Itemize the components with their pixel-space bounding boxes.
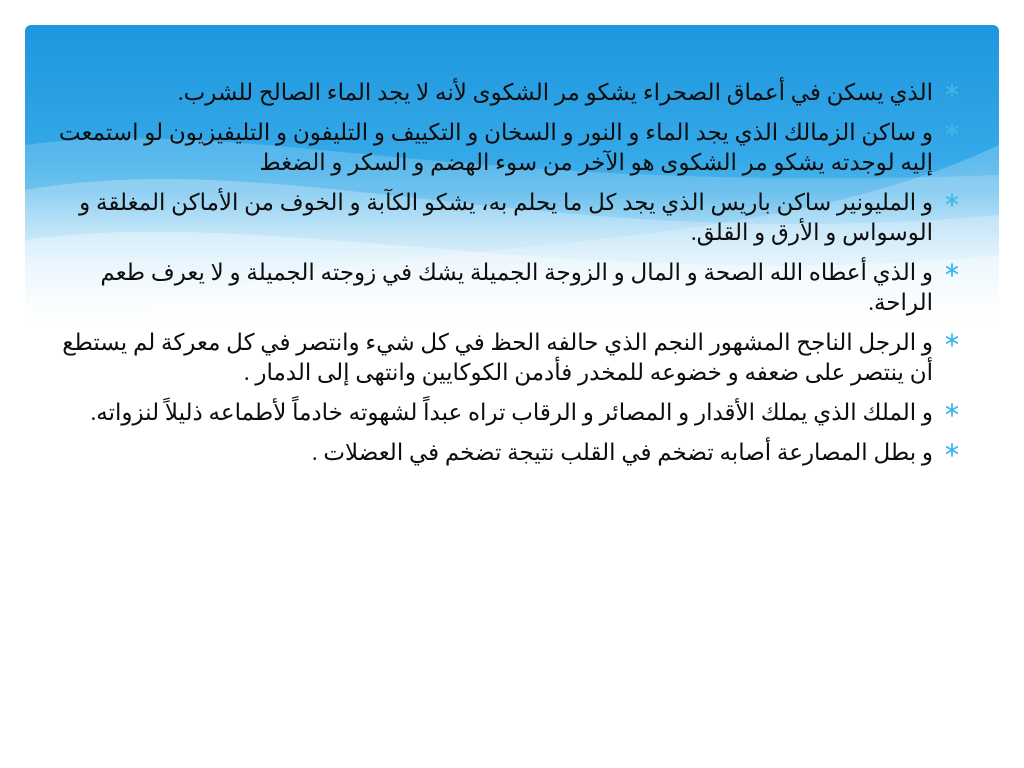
asterisk-icon	[945, 123, 959, 137]
bullet-item	[40, 438, 965, 468]
asterisk-icon	[945, 193, 959, 207]
bullet-item	[40, 398, 965, 428]
bullet-text: و المليونير ساكن باريس الذي يجد كل ما يحلم به، يشكو الكآبة و الخوف من الأماكن المغلقة و الوسواس و الأرق و القلق.	[79, 190, 933, 245]
bullet-text: و الملك الذي يملك الأقدار و المصائر و الرقاب تراه عبداً لشهوته خادماً لأطماعه ذليلاً لنزواته.	[90, 400, 933, 425]
bullet-text: و بطل المصارعة أصابه تضخم في القلب نتيجة تضخم في العضلات .	[311, 440, 933, 465]
bullet-list	[40, 78, 965, 468]
slide-content	[40, 78, 965, 478]
bullet-item	[40, 328, 965, 388]
asterisk-icon	[945, 83, 959, 97]
bullet-text: و الذي أعطاه الله الصحة و المال و الزوجة الجميلة يشك في زوجته الجميلة و لا يعرف طعم الراحة.	[100, 260, 933, 315]
asterisk-icon	[945, 403, 959, 417]
bullet-text: و الرجل الناجح المشهور النجم الذي حالفه الحظ في كل شيء وانتصر في كل معركة لم يستطع أن ينتصر على ضعفه و خضوعه للمخدر فأدمن الكوكايين وانتهى إلى الدمار .	[62, 330, 933, 385]
asterisk-icon	[945, 263, 959, 277]
bullet-item	[40, 118, 965, 178]
bullet-item	[40, 78, 965, 108]
bullet-text: و ساكن الزمالك الذي يجد الماء و النور و السخان و التكييف و التليفون و التليفيزيون لو استمعت إليه لوجدته يشكو مر الشكوى هو الآخر من سوء الهضم و السكر و الضغط	[58, 120, 933, 175]
asterisk-icon	[945, 443, 959, 457]
bullet-item	[40, 188, 965, 248]
bullet-item	[40, 258, 965, 318]
asterisk-icon	[945, 333, 959, 347]
bullet-text: الذي يسكن في أعماق الصحراء يشكو مر الشكوى لأنه لا يجد الماء الصالح للشرب.	[177, 80, 933, 105]
